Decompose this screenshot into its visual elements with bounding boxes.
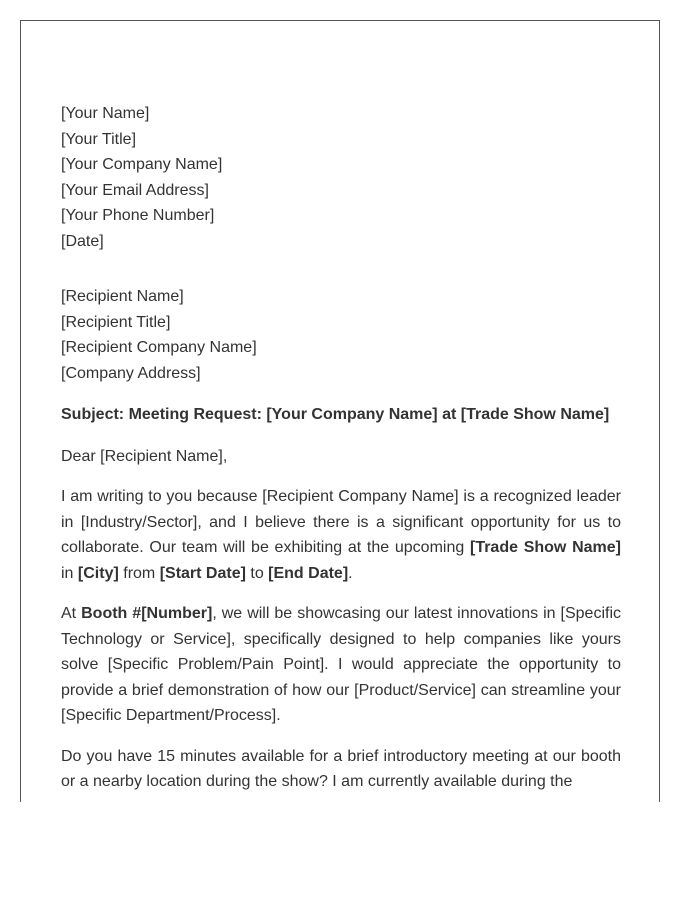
recipient-company: [Recipient Company Name] [61, 339, 257, 356]
paragraph-meeting-request: Do you have 15 minutes available for a brief introductory meeting at our booth or a nearby location during the show? I am currently available during the [61, 747, 621, 790]
sender-title: [Your Title] [61, 130, 137, 148]
paragraph-booth-text-b: , we will be showcasing our latest innovations in [Specific Technology or Service], specifically designed to help companies like yours solve [Specific Problem/Pain Point]. I would appreciate the opportunity to provide a brief demonstration of how our [Product/Service] can streamline your [Specific Department/Process]. [61, 605, 621, 724]
booth-number: Booth #[Number] [81, 605, 213, 622]
paragraph-booth [61, 601, 621, 729]
paragraph-intro-text-e: . [348, 564, 353, 582]
letter-date: [Date] [61, 232, 104, 250]
recipient-name: [Recipient Name] [61, 288, 184, 305]
letter-body [61, 101, 621, 795]
paragraph-intro-text-d: to [245, 564, 269, 582]
paragraph-intro-text-b: in [61, 564, 78, 582]
letter-subject: Subject: Meeting Request: [Your Company Name] at [Trade Show Name] [61, 406, 610, 423]
sender-block [61, 101, 621, 254]
paragraph-booth-text-a: At [61, 605, 82, 622]
recipient-address: [Company Address] [61, 364, 201, 382]
salutation: Dear [Recipient Name], [61, 447, 228, 465]
sender-company: [Your Company Name] [61, 156, 223, 173]
trade-show-name: [Trade Show Name] [469, 539, 622, 556]
sender-phone: [Your Phone Number] [61, 207, 215, 224]
recipient-block [61, 284, 621, 386]
letter-page [20, 20, 660, 802]
sender-name: [Your Name] [61, 105, 150, 122]
sender-email: [Your Email Address] [61, 181, 209, 199]
paragraph-intro [61, 484, 621, 586]
paragraph-intro-text-a: I am writing to you because [Recipient Company Name] is a recognized leader in [Industry/Sector], and I believe there is a significant opportunity for us to collaborate. Our team will be exhibiting at the upcoming [61, 488, 621, 556]
recipient-title: [Recipient Title] [61, 313, 171, 331]
city-name: [City] [77, 564, 119, 582]
start-date: [Start Date] [159, 564, 246, 582]
end-date: [End Date] [268, 564, 349, 582]
paragraph-intro-text-c: from [118, 564, 160, 582]
